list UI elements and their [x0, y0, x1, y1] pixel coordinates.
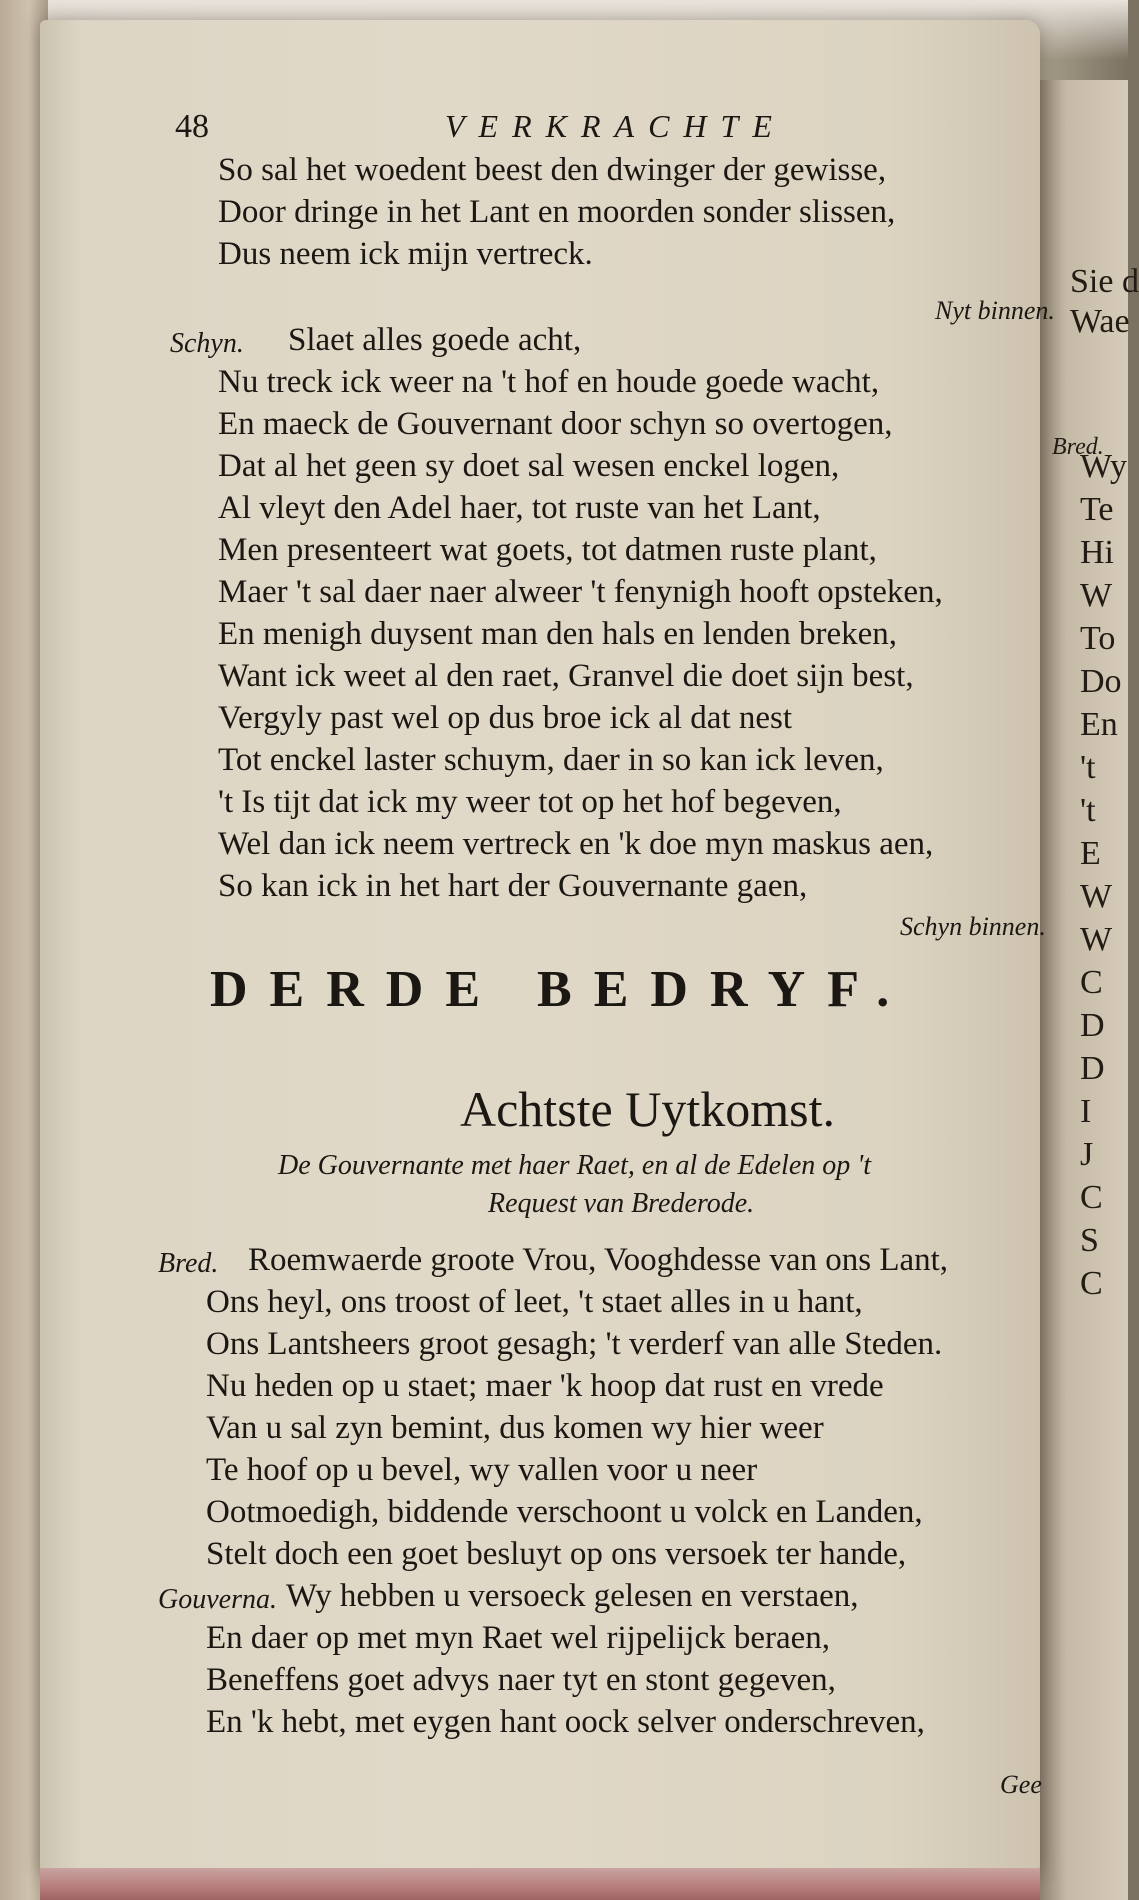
running-title: VERKRACHTE: [445, 108, 786, 144]
running-head: [175, 108, 1035, 154]
facing-page-fragment: [1040, 80, 1139, 1900]
verse-line: Maer 't sal daer naer alweer 't fenynigh hooft opsteken,: [218, 574, 943, 610]
facing-text: Sie d: [1070, 263, 1139, 300]
verse-line: Ons Lantsheers groot gesagh; 't verderf van alle Steden.: [206, 1326, 943, 1362]
facing-text: Wae: [1070, 303, 1130, 340]
verse-line: Ons heyl, ons troost of leet, 't staet alles in u hant,: [206, 1284, 863, 1320]
verse-line: Te hoof op u bevel, wy vallen voor u neer: [206, 1452, 758, 1488]
facing-text: W: [1080, 878, 1113, 915]
speaker-name: Bred.: [158, 1248, 219, 1279]
verse-line: 't Is tijt dat ick my weer tot op het hof begeven,: [218, 784, 842, 820]
page-number: 48: [175, 108, 209, 145]
facing-speaker: Bred.: [1052, 434, 1104, 460]
facing-text: C: [1080, 1179, 1103, 1216]
scene-heading: Achtste Uytkomst.: [460, 1081, 835, 1137]
facing-text: 't: [1080, 792, 1096, 829]
verse-line: Nu heden op u staet; maer 'k hoop dat rust en vrede: [206, 1368, 884, 1404]
verse-line: Ootmoedigh, biddende verschoont u volck en Landen,: [206, 1494, 923, 1530]
scene-description: Request van Brederode.: [488, 1188, 755, 1219]
facing-text: 't: [1080, 749, 1096, 786]
act-heading: DERDE BEDRYF.: [210, 961, 912, 1018]
facing-text: Te: [1080, 491, 1114, 528]
facing-text: S: [1080, 1222, 1099, 1259]
stage-direction: Nyt binnen.: [935, 296, 1055, 325]
facing-text: Wy: [1080, 448, 1128, 485]
facing-text: W: [1080, 577, 1113, 614]
verse-line: Vergyly past wel op dus broe ick al dat nest: [218, 700, 793, 736]
verse-line: Wy hebben u versoeck gelesen en verstaen,: [286, 1578, 859, 1614]
verse-line: So sal het woedent beest den dwinger der gewisse,: [218, 152, 887, 188]
verse-line: Men presenteert wat goets, tot datmen ruste plant,: [218, 532, 877, 568]
verse-line: Door dringe in het Lant en moorden sonder slissen,: [218, 194, 896, 230]
verse-line: En 'k hebt, met eygen hant oock selver onderschreven,: [206, 1704, 925, 1740]
catchword: Gee: [1000, 1770, 1042, 1799]
facing-text: D: [1080, 1050, 1105, 1087]
facing-text: J: [1080, 1136, 1094, 1173]
facing-text: E: [1080, 835, 1101, 872]
verse-line: Tot enckel laster schuym, daer in so kan ick leven,: [218, 742, 884, 778]
verse-line: Slaet alles goede acht,: [288, 322, 582, 358]
verse-line: En menigh duysent man den hals en lenden breken,: [218, 616, 898, 652]
stage-direction: Schyn binnen.: [900, 912, 1046, 941]
speaker-name: Gouverna.: [158, 1584, 277, 1615]
verse-line: Wel dan ick neem vertreck en 'k doe myn maskus aen,: [218, 826, 934, 862]
verse-line: Van u sal zyn bemint, dus komen wy hier weer: [206, 1410, 824, 1446]
facing-text: Do: [1080, 663, 1122, 700]
verse-line: En maeck de Gouvernant door schyn so overtogen,: [218, 406, 893, 442]
facing-text: W: [1080, 921, 1113, 958]
facing-text: Hi: [1080, 534, 1114, 571]
verse-line: Want ick weet al den raet, Granvel die doet sijn best,: [218, 658, 914, 694]
verse-line: Roemwaerde groote Vrou, Vooghdesse van ons Lant,: [248, 1242, 949, 1278]
book-cover-edge: [40, 1868, 1040, 1900]
facing-text: En: [1080, 706, 1118, 743]
verse-line: Stelt doch een goet besluyt op ons versoek ter hande,: [206, 1536, 907, 1572]
facing-text: To: [1080, 620, 1116, 657]
facing-text: C: [1080, 1265, 1103, 1302]
verse-line: Dat al het geen sy doet sal wesen enckel logen,: [218, 448, 840, 484]
facing-text: I: [1080, 1093, 1092, 1130]
verse-line: Al vleyt den Adel haer, tot ruste van het Lant,: [218, 490, 821, 526]
facing-text: D: [1080, 1007, 1105, 1044]
verse-line: So kan ick in het hart der Gouvernante gaen,: [218, 868, 808, 904]
verse-line: Nu treck ick weer na 't hof en houde goede wacht,: [218, 364, 880, 400]
speaker-name: Schyn.: [170, 328, 244, 359]
verse-line: Dus neem ick mijn vertreck.: [218, 236, 593, 272]
facing-text: C: [1080, 964, 1103, 1001]
verse-line: En daer op met myn Raet wel rijpelijck beraen,: [206, 1620, 831, 1656]
scene-description: De Gouvernante met haer Raet, en al de Edelen op 't: [278, 1150, 872, 1181]
verse-line: Beneffens goet advys naer tyt en stont gegeven,: [206, 1662, 836, 1698]
